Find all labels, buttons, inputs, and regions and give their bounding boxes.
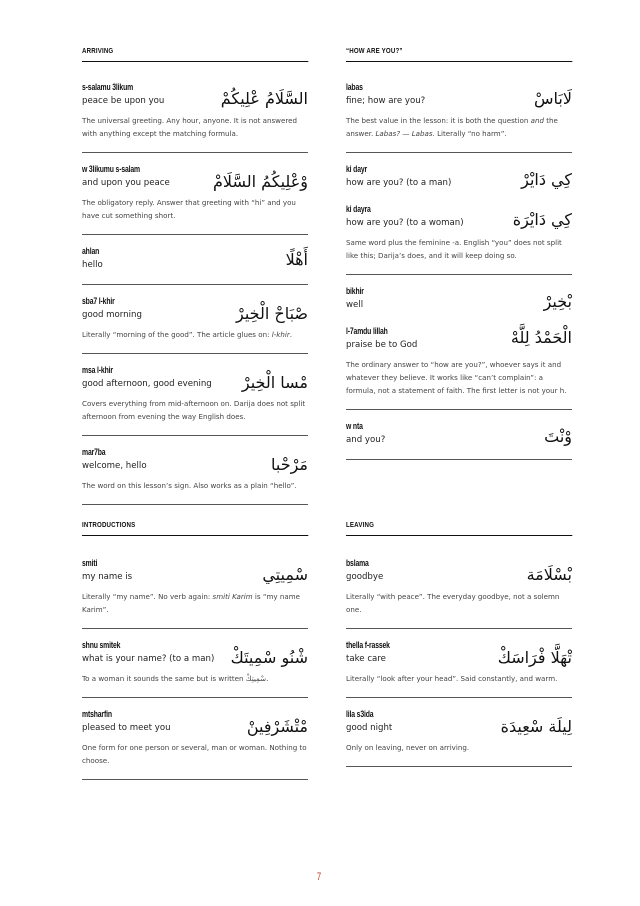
note: The ordinary answer to “how are you?”, whoever says it and whatever they believe. It works like “can’t complain”: a formula, not a statement of faith. The first letter is not your h. (346, 360, 567, 395)
transliteration: shnu smitek (82, 640, 121, 651)
transliteration: w nta (346, 421, 363, 432)
vocab-entry (346, 410, 572, 460)
arriving-section (82, 46, 308, 505)
arabic-word: وْعْلِيكُمُ السَّلَامْ (212, 172, 308, 191)
gloss: praise be to God (346, 340, 418, 350)
vocab-entry (82, 536, 308, 629)
vocab-entry (346, 62, 572, 153)
note: Literally “look after your head”. Said constantly, and warm. (346, 674, 558, 683)
arabic-word: وْنْتَ (544, 427, 572, 446)
gloss: how are you? (to a woman) (346, 218, 464, 228)
transliteration: mar7ba (82, 447, 106, 458)
gloss: and upon you peace (82, 178, 170, 188)
arabic-word: الْحَمْدُ لِلَّهْ (510, 328, 572, 347)
gloss: goodbye (346, 572, 384, 582)
arabic-word: بْخِيرْ (543, 292, 572, 311)
gloss: how are you? (to a man) (346, 178, 452, 188)
vocab-entry (82, 629, 308, 698)
transliteration: bslama (346, 558, 369, 569)
vocab-entry (346, 698, 572, 767)
arabic-word: مْتْشَرْفِينْ (246, 717, 308, 736)
gloss: well (346, 300, 364, 310)
note: Covers everything from mid-afternoon on. Darija does not split afternoon from evening the way English does. (82, 399, 306, 421)
gloss: good afternoon, good evening (82, 379, 212, 389)
section-heading: INTRODUCTIONS (82, 520, 308, 536)
transliteration: mtsharfin (82, 709, 112, 720)
transliteration: ahlan (82, 246, 100, 257)
note: The universal greeting. Any hour, anyone. It is not answered with anything except the matching formula. (82, 116, 297, 138)
transliteration: labas (346, 82, 363, 93)
note: One form for one person or several, man or woman. Nothing to choose. (82, 743, 307, 765)
gloss: fine; how are you? (346, 96, 426, 106)
vocab-entry-group (346, 275, 572, 410)
gloss: pleased to meet you (82, 723, 171, 733)
note: Literally “morning of the good”. The article glues on: l-khir. (82, 330, 293, 339)
arabic-word: سْمِيتِي (262, 565, 308, 584)
note: The best value in the lesson: it is both the question and the answer. Labas? — Labas. Literally “no harm”. (346, 116, 558, 138)
gloss: peace be upon you (82, 96, 165, 106)
arabic-word: أَهْلًا (285, 250, 308, 269)
note: Literally “my name”. No verb again: smiti Karim is “my name Karim”. (82, 592, 300, 614)
transliteration: bikhir (346, 286, 364, 297)
arabic-word: كِي دَايْرْ (521, 170, 572, 189)
vocab-entry-group (346, 153, 572, 275)
note: To a woman it sounds the same but is written سْمِيتِكْ. (82, 674, 269, 683)
note: Literally “with peace”. The everyday goodbye, not a solemn one. (346, 592, 560, 614)
arabic-word: مْسا الْخِيرْ (241, 373, 308, 392)
transliteration: msa l-khir (82, 365, 113, 376)
arabic-word: السَّلَامُ عْلِيكُمْ (220, 89, 308, 108)
note: The obligatory reply. Answer that greeting with “hi” and you have cut something short. (82, 198, 296, 220)
transliteration: lila s3ida (346, 709, 374, 720)
gloss: what is your name? (to a man) (82, 654, 215, 664)
gloss: and you? (346, 435, 386, 445)
vocab-entry (82, 698, 308, 780)
vocab-entry (82, 235, 308, 285)
arabic-word: كِي دَايْرَة (512, 210, 572, 229)
page-number: 7 (316, 871, 322, 883)
arabic-word: مَرْحْبا (271, 455, 308, 474)
arabic-word: تْهَلَّا فْرَاسَكْ (497, 648, 572, 667)
note: Same word plus the feminine -a. English “you” does not split like this; Darija’s does, and it will keep doing so. (346, 238, 562, 260)
introductions-section (82, 520, 308, 780)
transliteration: s-salamu 3likum (82, 82, 134, 93)
arabic-word: بْسْلَامَة (526, 565, 572, 584)
vocab-entry (82, 285, 308, 354)
transliteration: thella f-rassek (346, 640, 390, 651)
arabic-word: لِيلَة سْعِيدَة (500, 717, 572, 736)
gloss: welcome, hello (82, 461, 147, 471)
section-heading: “HOW ARE YOU?” (346, 46, 572, 62)
transliteration: smiti (82, 558, 98, 569)
arabic-word: لَابَاسْ (534, 89, 572, 108)
transliteration: ki dayra (346, 204, 371, 215)
gloss: take care (346, 654, 386, 664)
vocab-entry (82, 153, 308, 235)
vocab-entry (346, 629, 572, 698)
transliteration: sba7 l-khir (82, 296, 115, 307)
transliteration: w 3likumu s-salam (82, 164, 141, 175)
section-heading: LEAVING (346, 520, 572, 536)
gloss: hello (82, 260, 103, 270)
gloss: good night (346, 723, 393, 733)
vocab-entry (82, 62, 308, 153)
arabic-word: شْنُو سْمِيتَكْ (230, 648, 308, 667)
note: Only on leaving, never on arriving. (346, 743, 470, 752)
transliteration: ki dayr (346, 164, 368, 175)
arabic-word: صْبَاحْ الْخِيرْ (235, 304, 308, 323)
vocab-entry (82, 354, 308, 436)
leaving-section (346, 520, 572, 767)
how-are-you-section (346, 46, 572, 460)
transliteration: l-7amdu lillah (346, 326, 388, 337)
section-heading: ARRIVING (82, 46, 308, 62)
vocab-entry (346, 536, 572, 629)
vocab-entry (82, 436, 308, 505)
note: The word on this lesson’s sign. Also works as a plain “hello”. (82, 481, 297, 490)
gloss: good morning (82, 310, 142, 320)
gloss: my name is (82, 572, 133, 582)
